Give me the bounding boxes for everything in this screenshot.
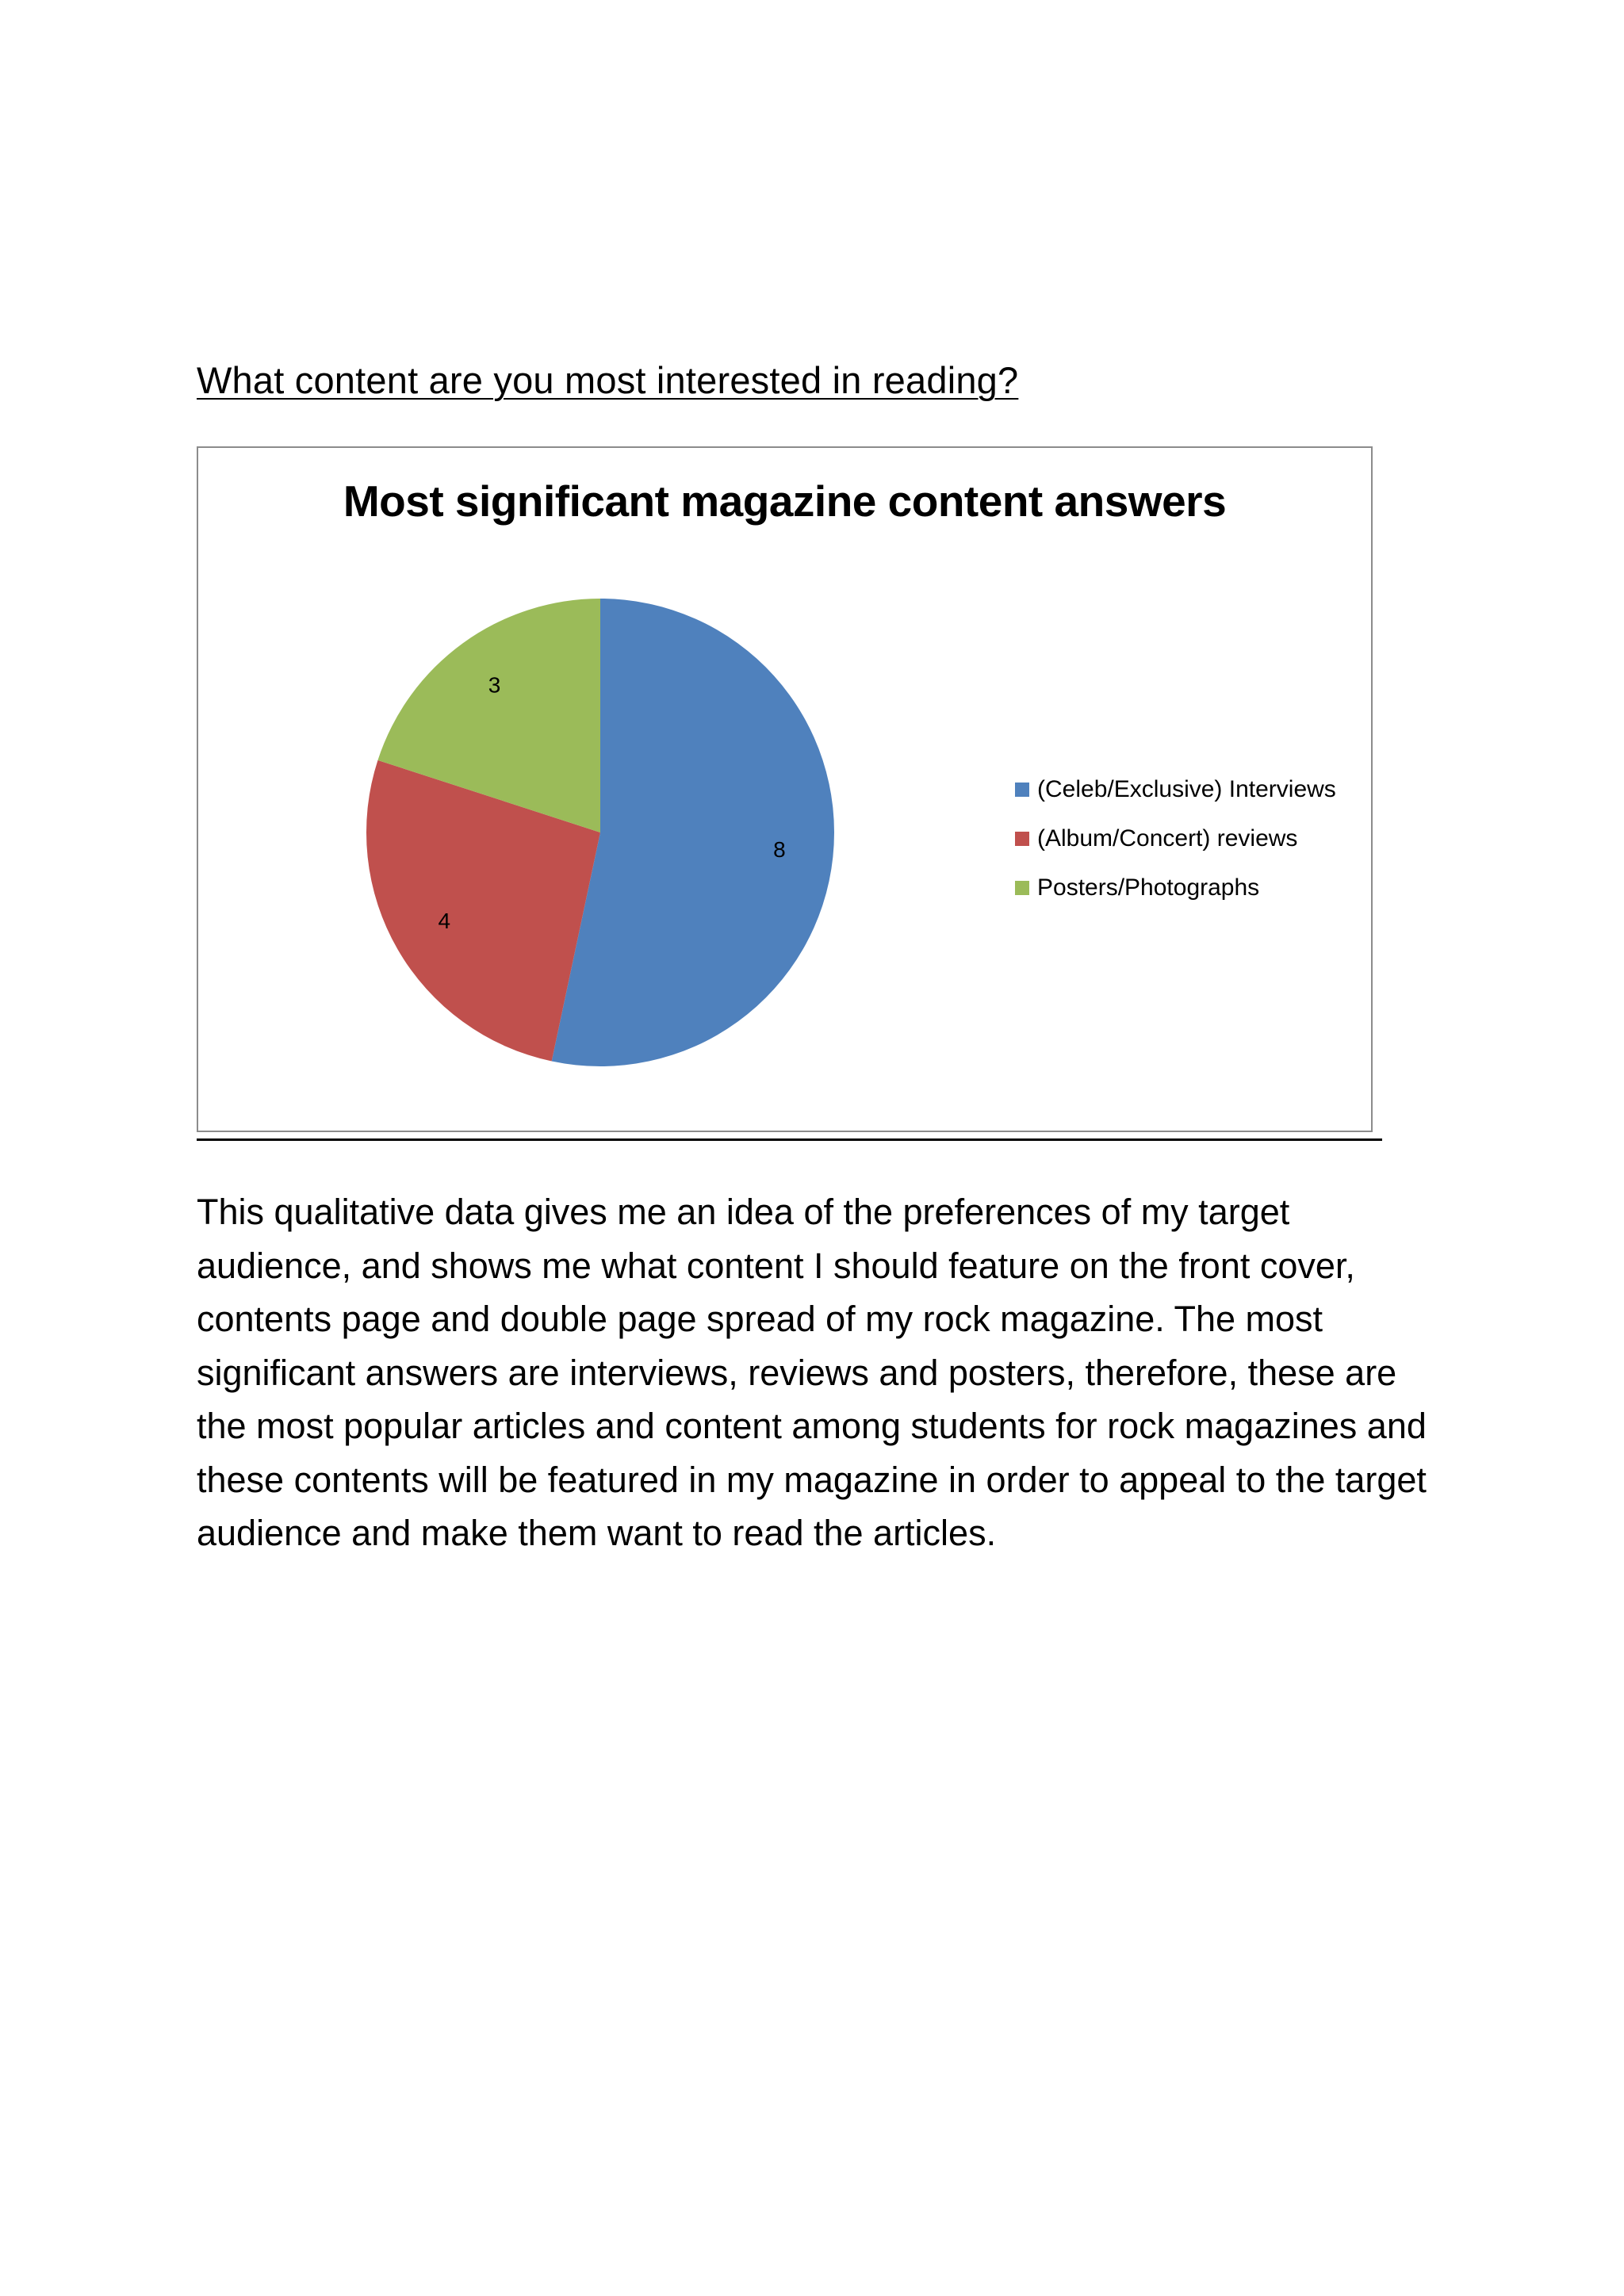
legend-label: (Album/Concert) reviews [1037,825,1298,851]
question-heading: What content are you most interested in reading? [197,359,1019,401]
pie-data-label: 8 [773,837,786,863]
paragraph-line: significant answers are interviews, reviews and posters, therefore, these are [197,1352,1397,1393]
legend-item [1015,863,1336,913]
paragraph-line: these contents will be featured in my magazine in order to appeal to the target [197,1459,1427,1500]
paragraph-line: audience, and shows me what content I should feature on the front cover, [197,1245,1355,1286]
pie-data-label: 3 [488,672,501,698]
legend-item [1015,765,1336,814]
legend-swatch [1015,783,1029,797]
divider [197,1138,1382,1141]
paragraph-line: contents page and double page spread of my rock magazine. The most [197,1299,1323,1339]
paragraph-line: the most popular articles and content among students for rock magazines and [197,1406,1427,1446]
legend-swatch [1015,832,1029,846]
legend-swatch [1015,881,1029,895]
paragraph-line: audience and make them want to read the articles. [197,1513,997,1553]
legend-label: (Celeb/Exclusive) Interviews [1037,776,1336,802]
paragraph-line: This qualitative data gives me an idea of the preferences of my target [197,1192,1290,1232]
body-paragraph [197,1185,1465,1560]
legend-item [1015,814,1336,863]
pie-data-label: 4 [438,908,451,933]
pie-chart [197,446,1373,1132]
legend-label: Posters/Photographs [1037,874,1260,901]
chart-title: Most significant magazine content answers [343,476,1227,526]
chart-legend [1015,765,1336,913]
